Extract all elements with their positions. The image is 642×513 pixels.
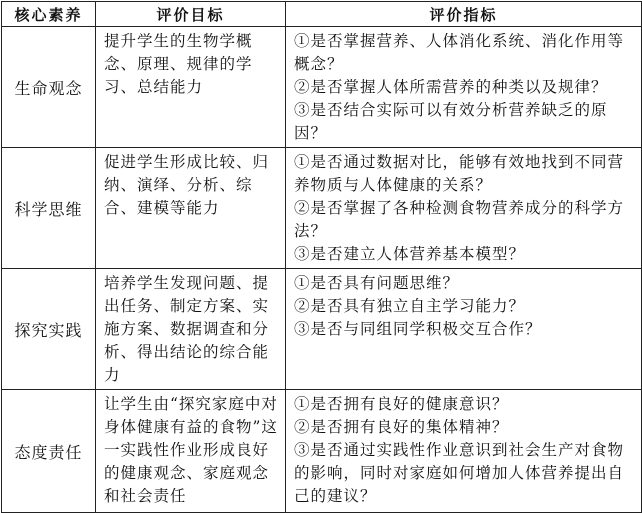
table-body <box>2 27 642 513</box>
indicator-item: ①是否拥有良好的健康意识？ <box>294 395 509 413</box>
evaluation-indicator-cell <box>286 27 642 148</box>
evaluation-goal-cell: 提升学生的生物学概念、原理、规律的学习、总结能力 <box>96 27 286 148</box>
indicator-item: ②是否掌握了各种检测食物营养成分的科学方法？ <box>294 199 625 240</box>
indicator-item: ③是否建立人体营养基本模型？ <box>294 245 526 263</box>
evaluation-indicator-cell <box>286 390 642 513</box>
evaluation-goal-cell: 培养学生发现问题、提出任务、制定方案、实施方案、数据调查和分析、得出结论的综合能力 <box>96 269 286 390</box>
header-evaluation-goal: 评价目标 <box>96 2 286 27</box>
table-row <box>2 27 642 148</box>
evaluation-goal-cell: 让学生由“探究家庭中对身体健康有益的食物”这一实践性作业形成良好的健康观念、家庭观念和社会责任 <box>96 390 286 513</box>
table-header <box>2 2 642 27</box>
indicator-item: ②是否具有独立自主学习能力？ <box>294 297 526 315</box>
table-row <box>2 390 642 513</box>
indicator-item: ②是否拥有良好的集体精神？ <box>294 418 509 436</box>
core-literacy-cell: 生命观念 <box>2 27 96 148</box>
core-literacy-cell: 科学思维 <box>2 148 96 269</box>
indicator-item: ③是否通过实践性作业意识到社会生产对食物的影响，同时对家庭如何增加人体营养提出自己的建议？ <box>294 441 625 505</box>
evaluation-table <box>1 1 642 513</box>
evaluation-indicator-cell <box>286 269 642 390</box>
header-evaluation-indicator: 评价指标 <box>286 2 642 27</box>
core-literacy-cell: 态度责任 <box>2 390 96 513</box>
indicator-item: ①是否掌握营养、人体消化系统、消化作用等概念？ <box>294 32 625 73</box>
evaluation-indicator-cell <box>286 148 642 269</box>
table-row <box>2 269 642 390</box>
indicator-item: ①是否通过数据对比，能够有效地找到不同营养物质与人体健康的关系？ <box>294 153 625 194</box>
indicator-item: ③是否结合实际可以有效分析营养缺乏的原因？ <box>294 101 608 142</box>
header-row <box>2 2 642 27</box>
core-literacy-cell: 探究实践 <box>2 269 96 390</box>
evaluation-goal-cell: 促进学生形成比较、归纳、演绎、分析、综合、建模等能力 <box>96 148 286 269</box>
table-row <box>2 148 642 269</box>
indicator-item: ②是否掌握人体所需营养的种类以及规律？ <box>294 78 608 96</box>
indicator-item: ③是否与同组同学积极交互合作？ <box>294 320 542 338</box>
indicator-item: ①是否具有问题思维？ <box>294 274 460 292</box>
header-core-literacy: 核心素养 <box>2 2 96 27</box>
